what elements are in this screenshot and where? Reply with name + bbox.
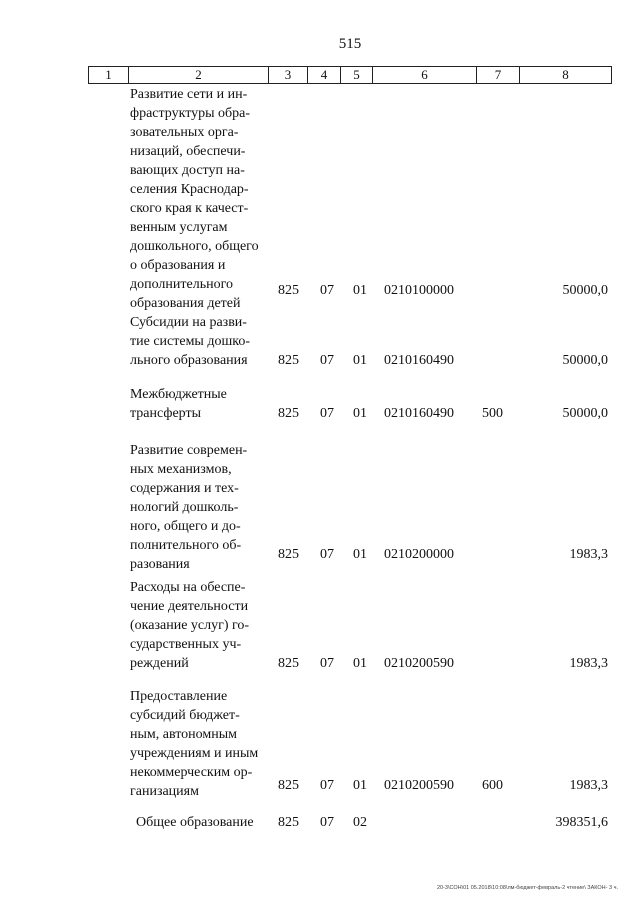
row-subsection: 01 (353, 283, 367, 298)
page-number: 515 (338, 36, 362, 52)
row-subsection: 01 (353, 778, 367, 793)
header-col-7: 7 (477, 67, 520, 83)
header-col-8: 8 (562, 67, 569, 82)
header-col-6: 6 (373, 67, 477, 83)
row-name: Общее образование (136, 815, 254, 830)
row-expense-type: 500 (482, 406, 503, 421)
header-col-4: 4 (308, 67, 341, 83)
row-ved: 825 (278, 815, 299, 830)
row-ved: 825 (278, 778, 299, 793)
row-subsection: 01 (353, 406, 367, 421)
row-target-code: 0210160490 (384, 406, 454, 421)
row-ved: 825 (278, 547, 299, 562)
row-amount: 1983,3 (569, 547, 608, 562)
row-ved: 825 (278, 656, 299, 671)
row-section: 07 (320, 406, 334, 421)
row-name: Развитие современ- ных механизмов, содержания и тех- нологий дошколь- ного, общего и до- полнительного об- разования (130, 443, 248, 572)
row-target-code: 0210200000 (384, 547, 454, 562)
document-footer-path: 20-3\СОН\01 05.2018\10:08\лм-бюджет-февраль-2 чтение\ ЗАКОН- 3 ч. (436, 885, 618, 891)
row-amount: 1983,3 (569, 778, 608, 793)
row-amount: 50000,0 (562, 353, 608, 368)
row-target-code: 0210100000 (384, 283, 454, 298)
column-header-row (88, 66, 612, 84)
row-subsection: 01 (353, 547, 367, 562)
header-col-5: 5 (341, 67, 373, 83)
row-subsection: 01 (353, 353, 367, 368)
row-target-code: 0210200590 (384, 656, 454, 671)
row-subsection: 02 (353, 815, 367, 830)
row-amount: 50000,0 (562, 406, 608, 421)
row-amount: 50000,0 (562, 283, 608, 298)
header-col-3: 3 (269, 67, 308, 83)
row-ved: 825 (278, 353, 299, 368)
row-section: 07 (320, 815, 334, 830)
row-subsection: 01 (353, 656, 367, 671)
header-col-1: 1 (89, 67, 129, 83)
row-target-code: 0210200590 (384, 778, 454, 793)
row-section: 07 (320, 547, 334, 562)
row-expense-type: 600 (482, 778, 503, 793)
row-section: 07 (320, 778, 334, 793)
row-section: 07 (320, 283, 334, 298)
row-name: Субсидии на разви- тие системы дошко- льного образования (130, 315, 250, 368)
row-target-code: 0210160490 (384, 353, 454, 368)
row-name: Межбюджетные трансферты (130, 387, 227, 421)
row-amount: 398351,6 (555, 815, 608, 830)
row-name: Развитие сети и ин- фраструктуры обра- зовательных орга- низаций, обеспечи- вающих доступ на- селения Краснодар- ского края к качест- венным услугам дошкольного, общего о образования и дополнительного образования детей (130, 87, 259, 311)
row-ved: 825 (278, 283, 299, 298)
row-section: 07 (320, 656, 334, 671)
row-ved: 825 (278, 406, 299, 421)
row-section: 07 (320, 353, 334, 368)
row-name: Предоставление субсидий бюджет- ным, автономным учреждениям и иным некоммерческим ор- ганизациям (130, 689, 259, 799)
header-col-2: 2 (129, 67, 269, 83)
row-name: Расходы на обеспе- чение деятельности (оказание услуг) го- сударственных уч- реждений (130, 580, 250, 671)
row-amount: 1983,3 (569, 656, 608, 671)
